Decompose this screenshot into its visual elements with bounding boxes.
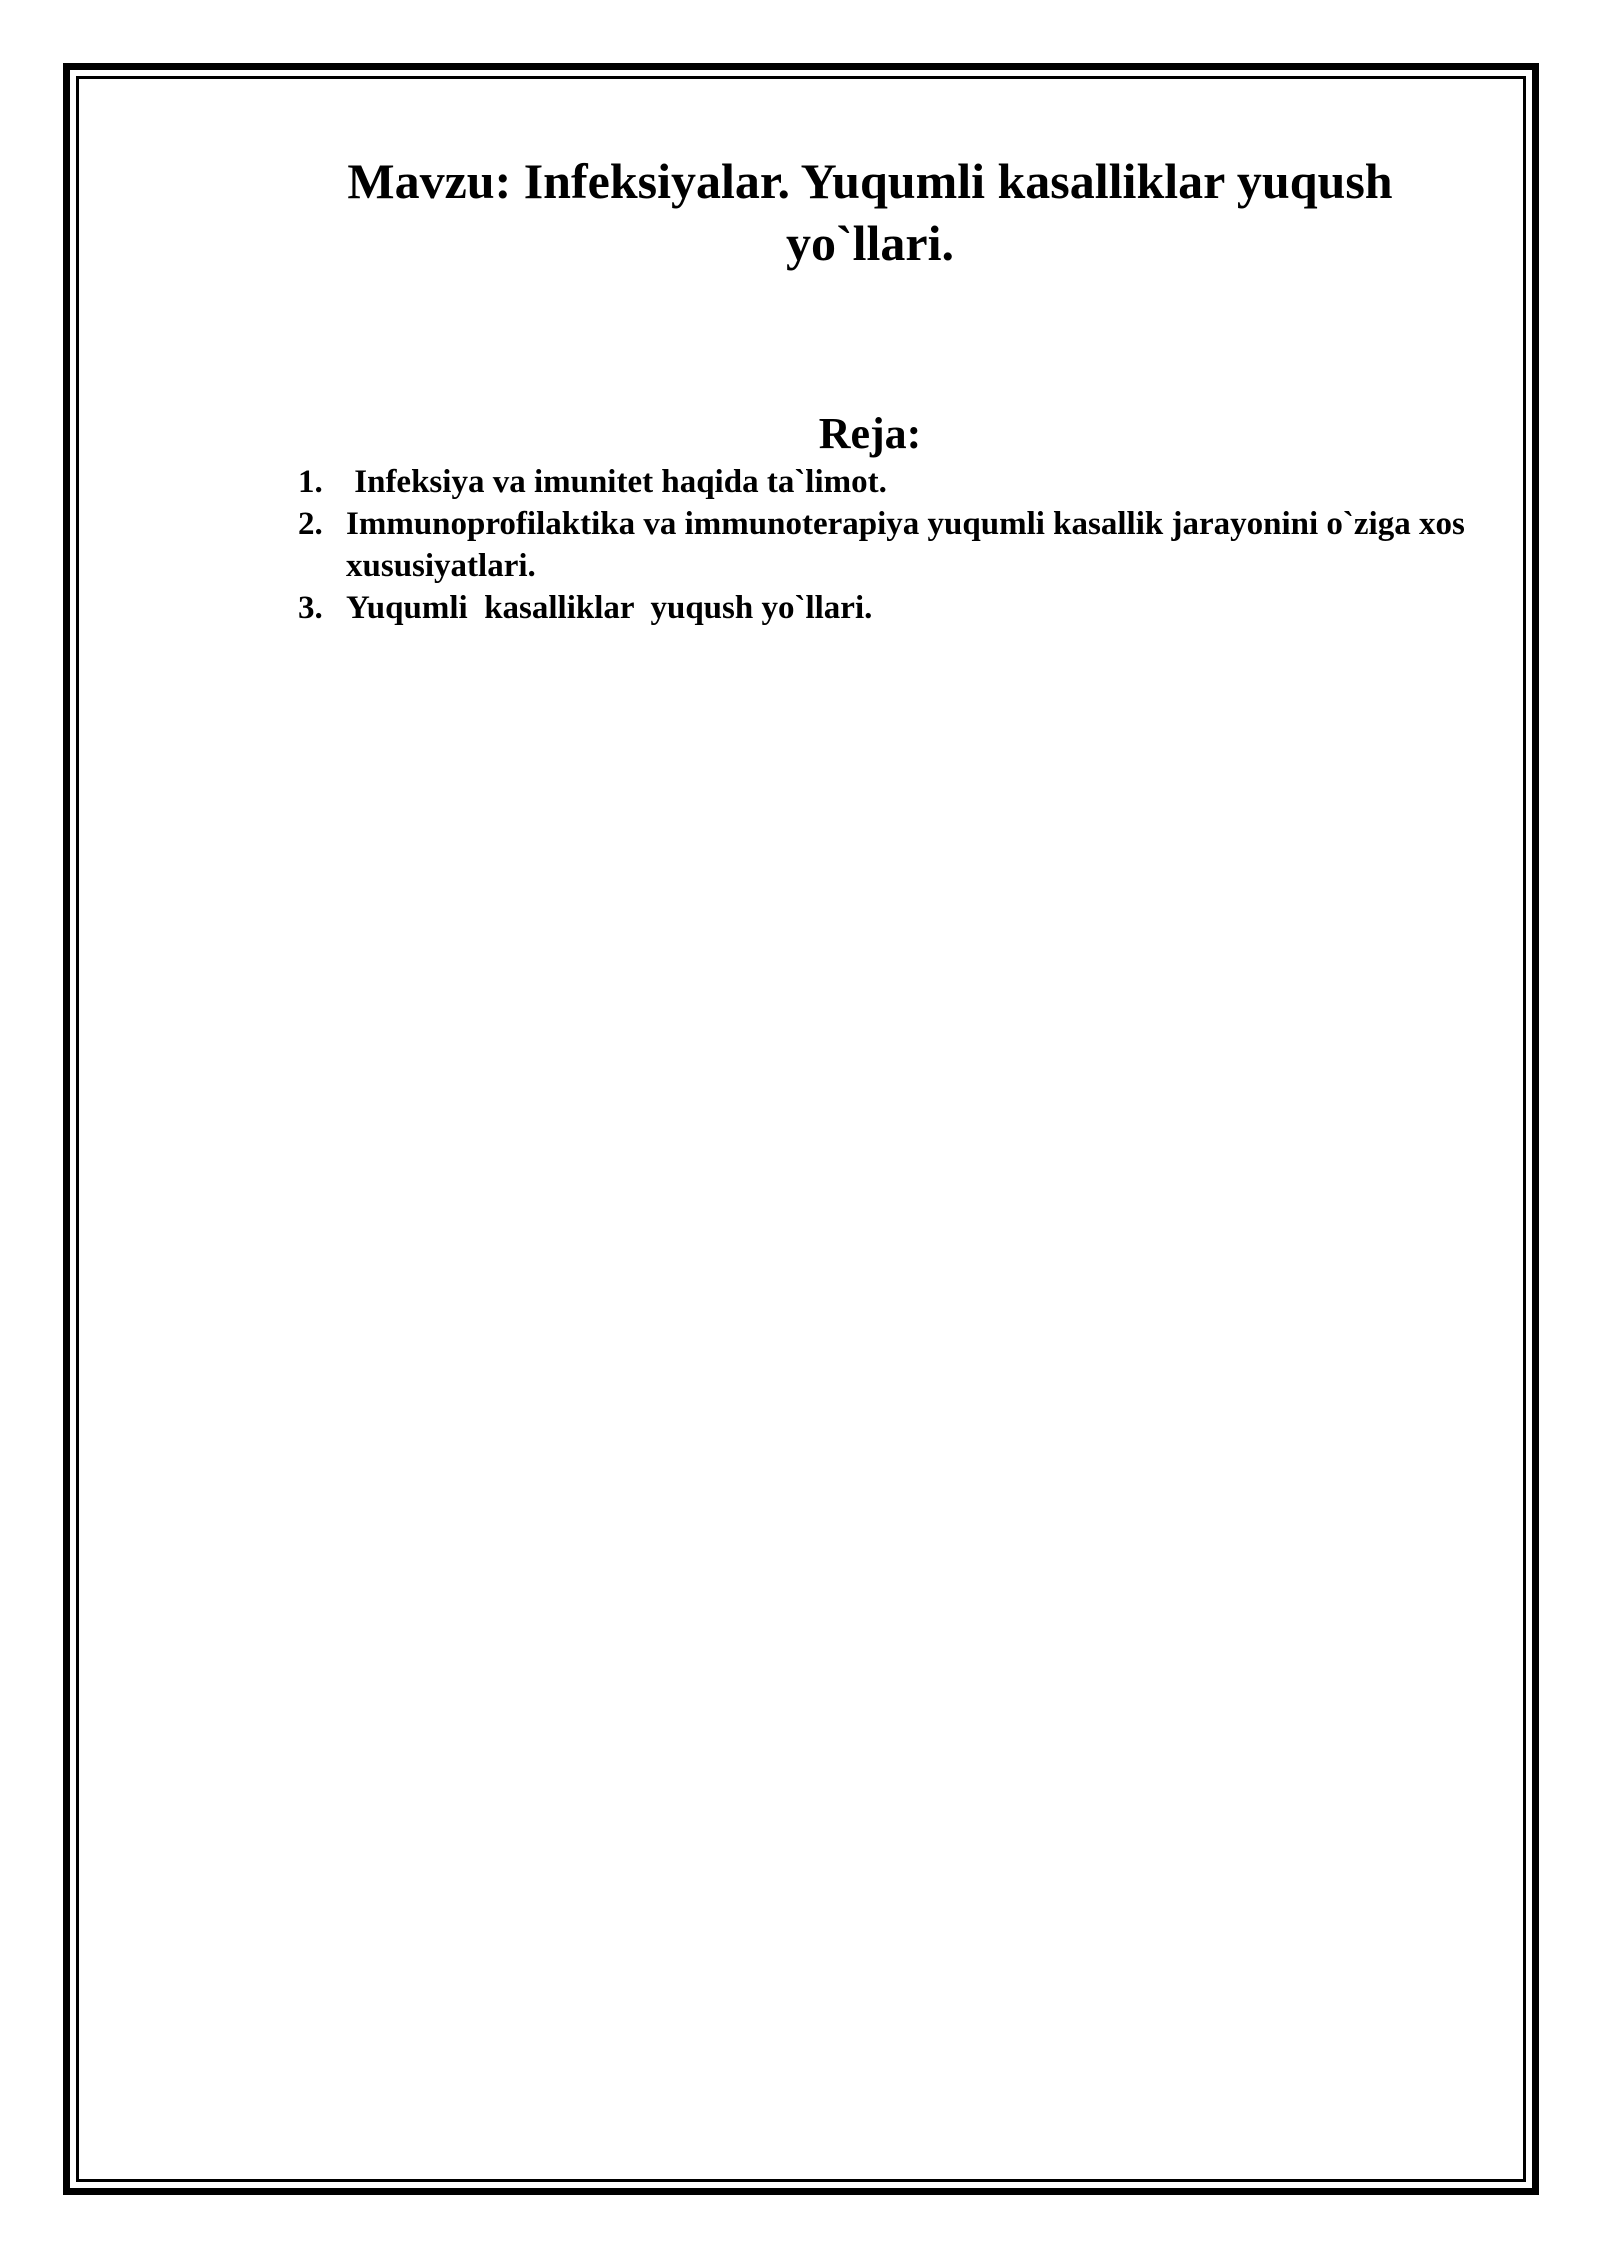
plan-item	[294, 587, 1479, 629]
plan-item-text: Immunoprofilaktika va immunoterapiya yuqumli kasallik jarayonini o`ziga xos xususiyatlari.	[346, 506, 1465, 584]
plan-item-number: 1.	[298, 464, 323, 500]
document-title: Mavzu: Infeksiyalar. Yuqumli kasalliklar yuqush yo`llari.	[347, 153, 1393, 271]
plan-item	[294, 461, 1479, 503]
plan-item-text: Yuqumli kasalliklar yuqush yo`llari.	[346, 590, 873, 626]
page-border-inner	[76, 76, 1526, 2182]
plan-list	[294, 461, 1479, 629]
plan-item-text: Infeksiya va imunitet haqida ta`limot.	[346, 464, 887, 500]
plan-item	[294, 503, 1479, 587]
plan-heading: Reja:	[818, 409, 922, 458]
plan-item-number: 3.	[298, 590, 323, 626]
plan-item-number: 2.	[298, 506, 323, 542]
